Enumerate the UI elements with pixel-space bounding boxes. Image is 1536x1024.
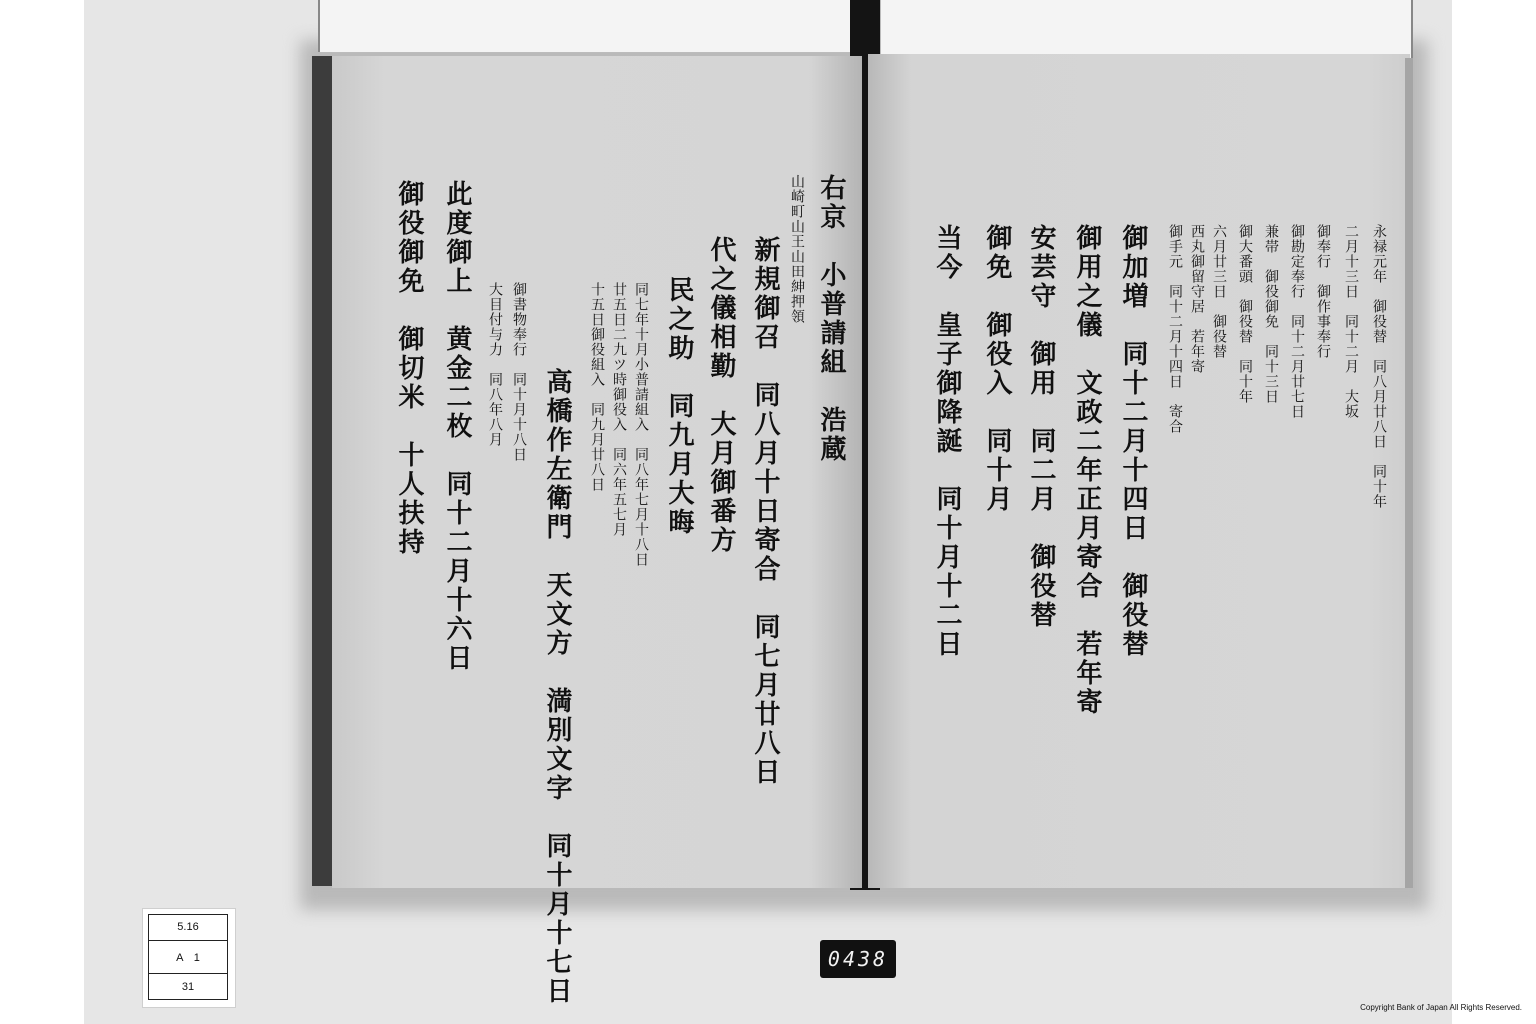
left-column-8: 十五日御役組入 同九月廿八日 bbox=[589, 282, 605, 492]
page-clip-left bbox=[318, 0, 854, 52]
right-column-14: 当今 皇子御降誕 同十月十二日 bbox=[932, 224, 962, 659]
page-clip-right bbox=[880, 0, 1413, 58]
right-column-10: 御加増 同十二月十四日 御役替 bbox=[1118, 224, 1148, 659]
right-column-12: 安芸守 御用 同二月 御役替 bbox=[1026, 224, 1056, 630]
right-column-6: 御大番頭 御役替 同十年 bbox=[1237, 224, 1253, 404]
frame-number: 0438 bbox=[827, 947, 889, 971]
right-page-edge bbox=[1405, 58, 1413, 888]
left-column-3: 新規御召 同八月十日寄合 同七月廿八日 bbox=[750, 236, 780, 787]
right-column-4: 御勘定奉行 同十二月廿七日 bbox=[1289, 224, 1305, 419]
right-column-3: 御奉行 御作事奉行 bbox=[1315, 224, 1331, 359]
right-page bbox=[868, 54, 1410, 888]
right-column-8: 西丸御留守居 若年寄 bbox=[1189, 224, 1205, 374]
left-column-10: 御書物奉行 同十月十八日 bbox=[511, 282, 527, 462]
left-column-4: 代之儀相勤 大月御番方 bbox=[706, 236, 736, 555]
right-column-11: 御用之儀 文政二年正月寄合 若年寄 bbox=[1072, 224, 1102, 717]
copyright-notice: Copyright Bank of Japan All Rights Reserved. bbox=[1360, 1003, 1522, 1012]
right-column-9: 御手元 同十二月十四日 寄合 bbox=[1167, 224, 1183, 434]
left-column-13: 御役御免 御切米 十人扶持 bbox=[394, 180, 424, 557]
left-column-5: 民之助 同九月大晦 bbox=[664, 276, 694, 537]
left-column-11: 大目付与力 同八年八月 bbox=[487, 282, 503, 447]
left-column-7: 廿五日二九ツ時御役入 同六年五七月 bbox=[611, 282, 627, 537]
archive-label-row-3: 31 bbox=[149, 974, 228, 1000]
archive-label-row-2: A 1 bbox=[149, 940, 228, 974]
frame-number-badge bbox=[820, 940, 896, 978]
left-column-6: 同七年十月小普請組入 同八年七月十八日 bbox=[633, 282, 649, 567]
right-column-2: 二月十三日 同十二月 大坂 bbox=[1343, 224, 1359, 419]
right-column-1: 永禄元年 御役替 同八月廿八日 同十年 bbox=[1371, 224, 1387, 509]
book-cover-edge bbox=[312, 56, 334, 886]
right-column-5: 兼帯 御役御免 同十三日 bbox=[1263, 224, 1279, 404]
left-column-2: 山崎町山王山田紳押領 bbox=[789, 174, 805, 324]
archive-label-table bbox=[148, 914, 228, 1000]
left-column-12: 此度御上 黄金二枚 同十二月十六日 bbox=[442, 180, 472, 673]
archive-label-row-1: 5.16 bbox=[149, 915, 228, 941]
left-column-9: 高橋作左衛門 天文方 満別文字 同十月十七日 bbox=[542, 368, 572, 1006]
right-column-7: 六月廿三日 御役替 bbox=[1211, 224, 1227, 359]
left-column-1: 右京 小普請組 浩蔵 bbox=[816, 174, 846, 464]
right-column-13: 御免 御役入 同十月 bbox=[982, 224, 1012, 514]
archive-label-card bbox=[142, 908, 236, 1008]
